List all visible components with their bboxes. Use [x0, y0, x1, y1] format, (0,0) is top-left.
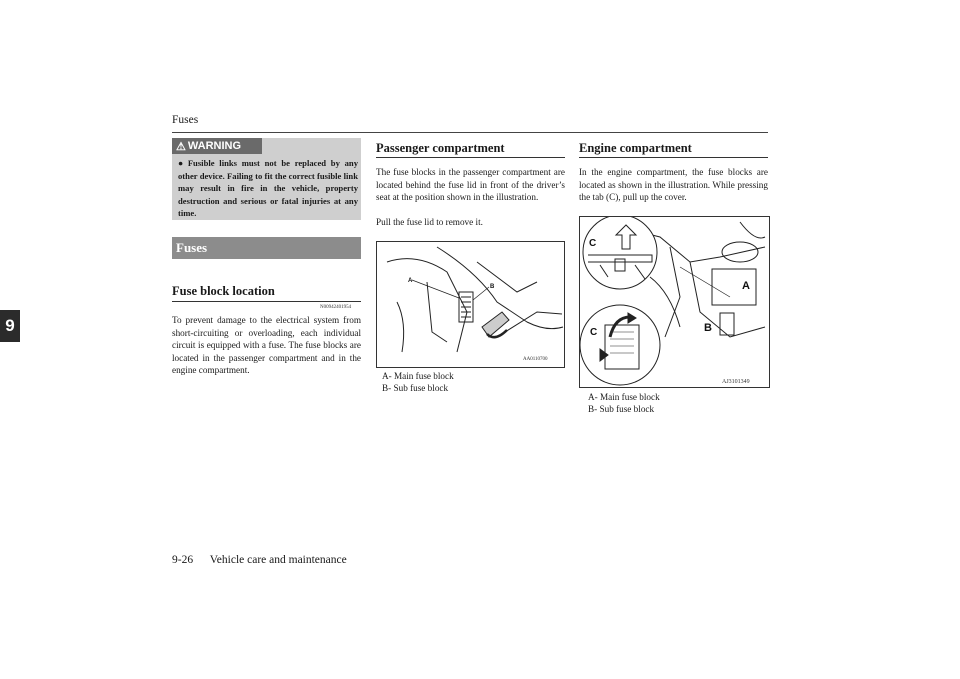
engine-compartment-figure: [579, 216, 770, 388]
callout-a: A: [408, 278, 413, 284]
subhead-rule: [579, 157, 768, 158]
callout-c-bottom: C: [590, 327, 598, 338]
callout-b: B: [704, 322, 712, 334]
engine-bay-illustration: [580, 217, 769, 387]
warning-title: ⚠ WARNING: [172, 138, 262, 154]
chapter-tab: 9: [0, 310, 20, 342]
section-title: Fuses: [172, 237, 361, 259]
passenger-compartment-heading: Passenger compartment: [376, 141, 505, 155]
passenger-legend: [382, 370, 454, 394]
subhead-rule: [172, 301, 361, 302]
bullet-icon: ●: [178, 158, 186, 168]
passenger-compartment-body-2: Pull the fuse lid to remove it.: [376, 217, 483, 227]
engine-compartment-body: In the engine compartment, the fuse blocks are located as shown in the illustration. While pressing the tab (C), pull up the cover.: [579, 167, 768, 203]
legend-item-b: B- Sub fuse block: [382, 383, 449, 393]
fuse-block-location-heading: Fuse block location: [172, 284, 275, 298]
legend-item-a: A- Main fuse block: [382, 371, 454, 381]
callout-a: A: [742, 280, 750, 292]
figure-code: AA0110700: [523, 357, 548, 362]
dashboard-illustration: [377, 242, 564, 367]
callout-c-top: C: [589, 238, 597, 249]
fuse-block-location-body: To prevent damage to the electrical system from short-circuiting or overloading, each individual circuit is equipped with a fuse. The fuse blocks are located in the passenger compartment and in the engine compartment.: [172, 315, 361, 376]
subhead-rule: [376, 157, 565, 158]
doc-id: N00942401954: [320, 305, 352, 310]
warning-box: [172, 138, 361, 220]
figure-code: AJ3101349: [722, 379, 750, 385]
engine-compartment-heading: Engine compartment: [579, 141, 692, 155]
callout-b: B: [490, 284, 495, 290]
page-footer: [172, 554, 347, 566]
chapter-title: Vehicle care and maintenance: [209, 554, 347, 566]
warning-text: ● Fusible links must not be replaced by any other device. Failing to fit the correct fusible link may result in fire in the vehicle, property destruction and serious or fatal injuries at any time.: [178, 158, 358, 219]
passenger-compartment-body: The fuse blocks in the passenger compartment are located behind the fuse lid in front of the driver’s seat at the position shown in the illustration.: [376, 167, 565, 203]
engine-legend: [588, 391, 660, 415]
legend-item-b: B- Sub fuse block: [588, 404, 655, 414]
page-number: 9-26: [172, 554, 194, 566]
legend-item-a: A- Main fuse block: [588, 392, 660, 402]
warning-triangle-icon: ⚠: [176, 140, 186, 153]
running-head: Fuses: [172, 114, 199, 126]
passenger-compartment-figure: [376, 241, 565, 368]
header-rule: [172, 132, 768, 133]
